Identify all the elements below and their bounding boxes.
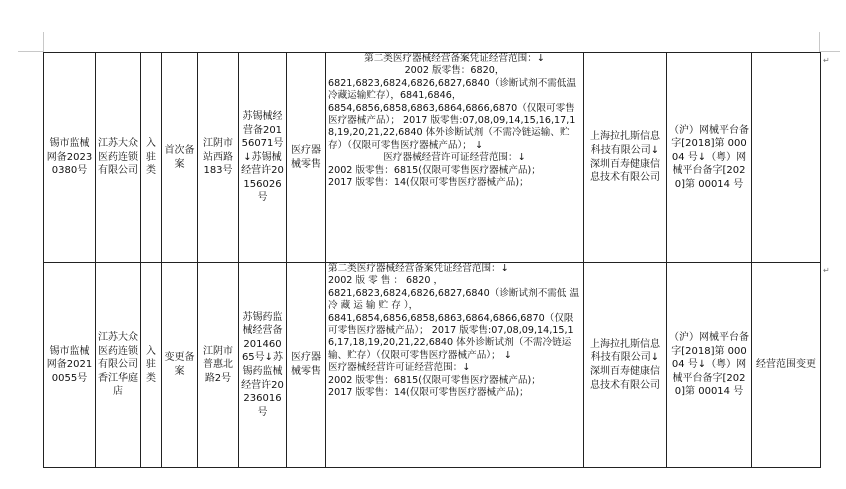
scope-line: 6821,6823,6824,6826,6827,6840（诊断试剂不需低 温 冷 藏 运 输 贮 存 ）， (328, 287, 580, 312)
paragraph-mark-icon: ↵ (823, 266, 830, 275)
business-mode-cell: 医疗器械零售 (287, 263, 326, 468)
category-cell: 入驻类 (141, 263, 162, 468)
address-cell: 江阴市站西路183号 (198, 53, 239, 263)
scope-line: 2017 版零售：14(仅限可零售医疗器械产品)； (328, 177, 529, 189)
platform-company-cell: 上海拉扎斯信息科技有限公司↓深圳百寿健康信息技术有限公司 (584, 53, 667, 263)
table-row (44, 263, 821, 468)
license-number-cell: 苏锡药监械经营备20146065号↓苏锡药监械经营许20236016号 (239, 263, 287, 468)
company-name-cell: 江苏大众医药连锁有限公司 (96, 53, 141, 263)
scope-line: 6841,6854,6856,6858,6863,6864,6866,6870（仅限可零售医疗器械产品）； 2017 版零售:07,08,09,14,15,16,17,18,19,20,21,22,6840 体外诊断试剂（不需冷链运输、贮存）（仅限可零售医疗器械产品）； ↓ (328, 312, 574, 361)
scope-line: 6854,6856,6858,6863,6864,6866,6870（仅限可零售医疗器械产品）； 2017 版零售:07,08,09,14,15,16,17,18,19,20,21,22,6840 体外诊断试剂（不需冷链运输、贮存）（仅限可零售医疗器械产品）； ↓ (328, 102, 576, 151)
scope-line: 2002 版 零 售 ： 6820 ， (328, 275, 444, 287)
margin-guide-right (819, 32, 820, 52)
scope-line: 2017 版零售：14(仅限可零售医疗器械产品)； (328, 387, 529, 399)
registration-table (43, 52, 821, 468)
platform-record-cell: （沪）网械平台备字[2018]第 00004 号↓（粤）网械平台备字[2020]第 00014 号 (667, 53, 752, 263)
platform-record-cell: （沪）网械平台备字[2018]第 00004 号↓（粤）网械平台备字[2020]第 00014 号 (667, 263, 752, 468)
scope-heading-class3: 医疗器械经营许可证经营范围：↓ (328, 362, 471, 374)
record-number-cell: 锡市监械网备20210055号 (44, 263, 96, 468)
business-scope-cell (326, 263, 584, 468)
address-cell: 江阴市普惠北路2号 (198, 263, 239, 468)
company-name-cell: 江苏大众医药连锁有限公司香江华庭店 (96, 263, 141, 468)
record-number-cell: 锡市监械网备20230380号 (44, 53, 96, 263)
margin-guide-top-right (820, 51, 840, 52)
scope-line: 2002 版零售：6815(仅限可零售医疗器械产品)； (328, 374, 541, 386)
record-type-cell: 变更备案 (162, 263, 198, 468)
business-scope-cell (326, 53, 584, 263)
business-mode-cell: 医疗器械零售 (287, 53, 326, 263)
table-row (44, 53, 821, 263)
scope-heading-class2: 第二类医疗器械经营备案凭证经营范围：↓ (328, 263, 509, 274)
record-type-cell: 首次备案 (162, 53, 198, 263)
scope-line: 2002 版零售：6815(仅限可零售医疗器械产品)； (328, 164, 541, 176)
scope-heading-class2: 第二类医疗器械经营备案凭证经营范围：↓ (364, 53, 545, 64)
scope-line: 2002 版零售：6820， (404, 65, 505, 77)
remark-cell: 经营范围变更 (752, 263, 821, 468)
license-number-cell: 苏锡械经营备20156071号↓苏锡械经营许20156026号 (239, 53, 287, 263)
paragraph-mark-icon: ↵ (823, 56, 830, 65)
margin-guide-left (43, 32, 44, 52)
category-cell: 入驻类 (141, 53, 162, 263)
scope-line: 6821,6823,6824,6826,6827,6840（诊断试剂不需低温冷藏运输贮存），6841,6846， (328, 77, 577, 102)
scope-heading-class3: 医疗器械经营许可证经营范围：↓ (383, 152, 526, 164)
remark-cell (752, 53, 821, 263)
margin-guide-top-left (18, 51, 43, 52)
platform-company-cell: 上海拉扎斯信息科技有限公司↓深圳百寿健康信息技术有限公司 (584, 263, 667, 468)
